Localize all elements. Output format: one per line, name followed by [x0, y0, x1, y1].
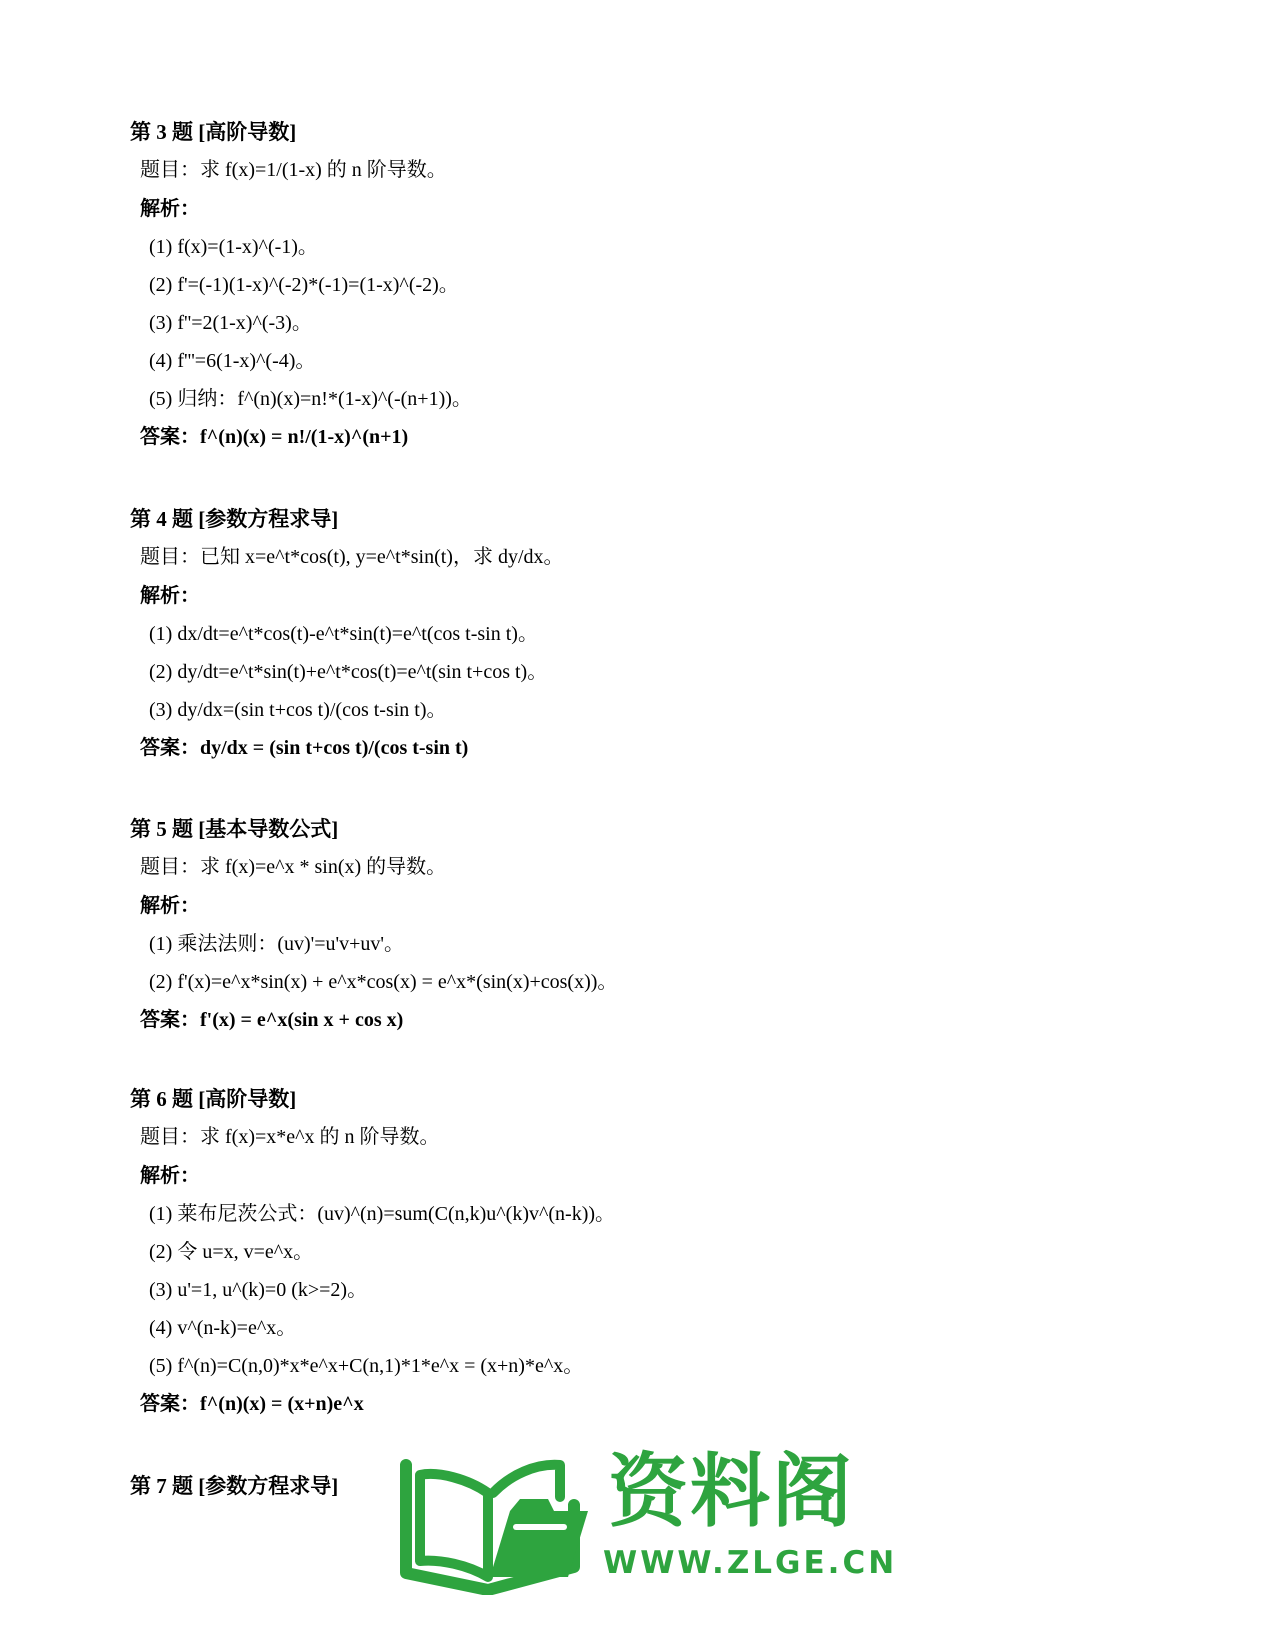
problem-question: 题目：求 f(x)=e^x * sin(x) 的导数。 [140, 856, 447, 878]
solution-step: (3) u'=1, u^(k)=0 (k>=2)。 [149, 1279, 368, 1301]
solution-step: (3) f''=2(1-x)^(-3)。 [149, 312, 312, 334]
solution-step: (5) 归纳：f^(n)(x)=n!*(1-x)^(-(n+1))。 [149, 388, 472, 410]
watermark-name: 资料阁 [608, 1445, 854, 1538]
analysis-label: 解析： [140, 198, 200, 220]
solution-step: (4) v^(n-k)=e^x。 [149, 1317, 297, 1339]
problem-title: 第 5 题 [基本导数公式] [130, 817, 339, 841]
solution-step: (1) 莱布尼茨公式：(uv)^(n)=sum(C(n,k)u^(k)v^(n-k))。 [149, 1203, 616, 1225]
solution-step: (5) f^(n)=C(n,0)*x*e^x+C(n,1)*1*e^x = (x+n)*e^x。 [149, 1355, 584, 1377]
watermark-logo [398, 1445, 898, 1595]
analysis-label: 解析： [140, 1165, 200, 1187]
solution-step: (1) f(x)=(1-x)^(-1)。 [149, 236, 318, 258]
solution-step: (3) dy/dx=(sin t+cos t)/(cos t-sin t)。 [149, 699, 447, 721]
problem-question: 题目：求 f(x)=x*e^x 的 n 阶导数。 [140, 1126, 440, 1148]
problem-title: 第 3 题 [高阶导数] [130, 120, 297, 144]
problem-title: 第 6 题 [高阶导数] [130, 1087, 297, 1111]
problem-question: 题目：求 f(x)=1/(1-x) 的 n 阶导数。 [140, 159, 447, 181]
solution-step: (2) f'=(-1)(1-x)^(-2)*(-1)=(1-x)^(-2)。 [149, 274, 459, 296]
analysis-label: 解析： [140, 895, 200, 917]
problem-answer: 答案：f^(n)(x) = n!/(1-x)^(n+1) [140, 426, 409, 448]
watermark-url: WWW.ZLGE.CN [603, 1545, 898, 1581]
solution-step: (1) 乘法法则：(uv)'=u'v+uv'。 [149, 933, 405, 955]
problem-title: 第 7 题 [参数方程求导] [130, 1474, 339, 1498]
open-book-folder-icon [398, 1445, 598, 1595]
solution-step: (2) 令 u=x, v=e^x。 [149, 1241, 314, 1263]
analysis-label: 解析： [140, 585, 200, 607]
solution-step: (4) f'''=6(1-x)^(-4)。 [149, 350, 316, 372]
problem-title: 第 4 题 [参数方程求导] [130, 507, 339, 531]
problem-answer: 答案：f'(x) = e^x(sin x + cos x) [140, 1009, 404, 1031]
problem-question: 题目：已知 x=e^t*cos(t), y=e^t*sin(t)，求 dy/dx。 [140, 546, 564, 568]
solution-step: (2) dy/dt=e^t*sin(t)+e^t*cos(t)=e^t(sin t+cos t)。 [149, 661, 548, 683]
solution-step: (2) f'(x)=e^x*sin(x) + e^x*cos(x) = e^x*(sin(x)+cos(x))。 [149, 971, 618, 993]
problem-answer: 答案：f^(n)(x) = (x+n)e^x [140, 1393, 364, 1415]
problem-answer: 答案：dy/dx = (sin t+cos t)/(cos t-sin t) [140, 737, 469, 759]
solution-step: (1) dx/dt=e^t*cos(t)-e^t*sin(t)=e^t(cos t-sin t)。 [149, 623, 538, 645]
